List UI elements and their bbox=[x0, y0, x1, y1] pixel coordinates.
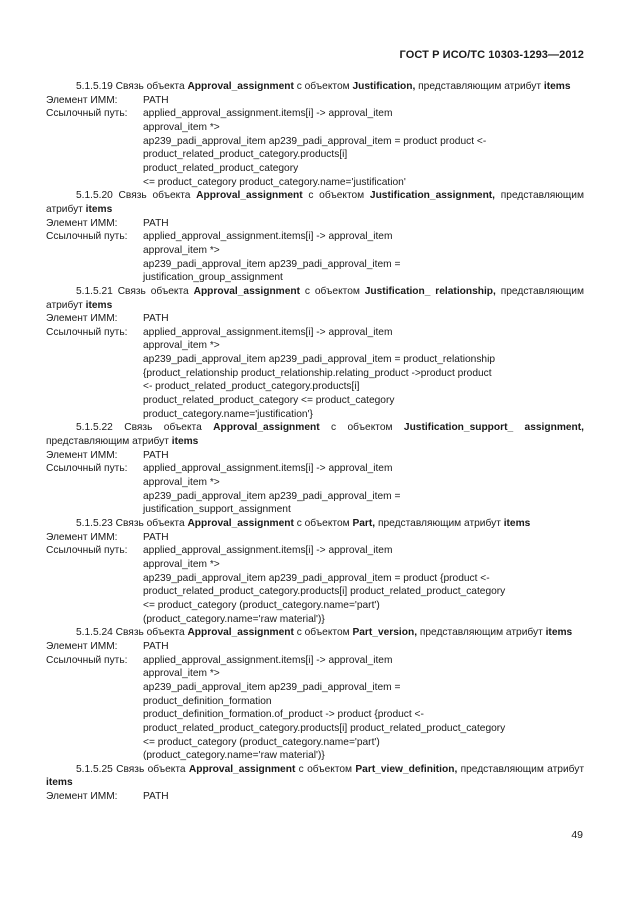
path-line: product_related_product_category <= product_category bbox=[143, 395, 395, 407]
imm-element-label: Элемент ИММ: bbox=[46, 449, 118, 461]
heading-text: с объектом bbox=[300, 285, 365, 297]
heading-text: представляющим атрибут bbox=[46, 285, 584, 311]
source-object-name: Approval_assignment bbox=[196, 190, 303, 202]
path-line: ap239_padi_approval_item ap239_padi_approval_item = bbox=[143, 258, 401, 270]
imm-element-label: Элемент ИММ: bbox=[46, 217, 118, 229]
reference-path-value bbox=[143, 654, 584, 763]
heading-text: 5.1.5.19 Связь объекта bbox=[76, 81, 188, 92]
imm-element-value: PATH bbox=[143, 640, 169, 652]
reference-path-value bbox=[143, 230, 584, 285]
path-line: approval_item *> bbox=[143, 477, 220, 489]
path-line: (product_category.name='raw material')} bbox=[143, 750, 325, 762]
heading-text: с объектом bbox=[302, 190, 370, 202]
path-line: justification_support_assignment bbox=[143, 504, 291, 516]
heading-text: 5.1.5.20 Связь объекта bbox=[76, 190, 197, 202]
path-line: <= product_category product_category.name='justification' bbox=[143, 176, 406, 188]
reference-path-value bbox=[143, 462, 584, 517]
path-line: ap239_padi_approval_item ap239_padi_approval_item = bbox=[143, 681, 401, 693]
source-object-name: Approval_assignment bbox=[193, 285, 301, 297]
imm-element-label: Элемент ИММ: bbox=[46, 791, 118, 803]
target-object-name: Justification_support_ assignment, bbox=[403, 422, 584, 434]
heading-text: с объектом bbox=[293, 627, 353, 639]
imm-element-value: PATH bbox=[143, 217, 169, 229]
path-line: approval_item *> bbox=[143, 244, 220, 256]
source-object-name: Approval_assignment bbox=[187, 518, 294, 529]
heading-text: 5.1.5.22 Связь объекта bbox=[76, 422, 214, 434]
reference-path-row bbox=[46, 544, 584, 626]
path-line: applied_approval_assignment.items[i] -> approval_item bbox=[143, 231, 393, 243]
path-line: approval_item *> bbox=[143, 558, 220, 570]
heading-text: 5.1.5.24 Связь объекта bbox=[76, 627, 188, 639]
mapping-section bbox=[46, 517, 584, 626]
reference-path-row bbox=[46, 462, 584, 517]
section-heading bbox=[46, 763, 584, 790]
imm-element-value: PATH bbox=[143, 531, 169, 543]
path-line: ap239_padi_approval_item ap239_padi_approval_item = product {product <- bbox=[143, 572, 490, 584]
document-body bbox=[46, 80, 584, 804]
heading-text: 5.1.5.25 Связь объекта bbox=[76, 763, 189, 775]
attribute-name: items bbox=[545, 627, 573, 639]
section-heading bbox=[46, 189, 584, 216]
path-line: justification_group_assignment bbox=[143, 272, 283, 284]
imm-element-row bbox=[46, 449, 584, 463]
source-object-name: Approval_assignment bbox=[187, 81, 294, 92]
attribute-name: items bbox=[85, 203, 113, 215]
path-line: applied_approval_assignment.items[i] -> approval_item bbox=[143, 326, 393, 338]
standard-header: ГОСТ Р ИСО/ТС 10303-1293—2012 bbox=[399, 49, 584, 61]
path-line: approval_item *> bbox=[143, 121, 220, 133]
mapping-section bbox=[46, 421, 584, 517]
reference-path-label: Ссылочный путь: bbox=[46, 326, 128, 338]
heading-text: 5.1.5.21 Связь объекта bbox=[76, 285, 194, 297]
path-line: product_category.name='justification'} bbox=[143, 408, 313, 420]
path-line: ap239_padi_approval_item ap239_padi_approval_item = product_relationship bbox=[143, 354, 496, 366]
path-line: product_related_product_category.products[i] bbox=[143, 149, 348, 161]
reference-path-value bbox=[143, 326, 584, 422]
imm-element-row bbox=[46, 217, 584, 231]
imm-element-row bbox=[46, 531, 584, 545]
reference-path-label: Ссылочный путь: bbox=[46, 463, 128, 475]
heading-text: представляющим атрибут bbox=[375, 518, 504, 529]
attribute-name: items bbox=[85, 299, 113, 311]
path-line: approval_item *> bbox=[143, 340, 220, 352]
target-object-name: Part, bbox=[352, 518, 376, 529]
section-heading bbox=[46, 421, 584, 448]
reference-path-value bbox=[143, 544, 584, 626]
imm-element-value: PATH bbox=[143, 791, 169, 803]
path-line: approval_item *> bbox=[143, 668, 220, 680]
imm-element-row bbox=[46, 312, 584, 326]
path-line: product_related_product_category bbox=[143, 162, 299, 174]
imm-element-row bbox=[46, 640, 584, 654]
path-line: <= product_category (product_category.name='part') bbox=[143, 599, 380, 611]
section-heading bbox=[46, 517, 584, 531]
imm-element-label: Элемент ИММ: bbox=[46, 313, 118, 325]
reference-path-label: Ссылочный путь: bbox=[46, 654, 128, 666]
attribute-name: items bbox=[46, 777, 73, 789]
heading-text: представляющим атрибут bbox=[417, 627, 546, 639]
target-object-name: Justification_ relationship, bbox=[364, 285, 496, 297]
attribute-name: items bbox=[543, 81, 571, 92]
heading-text: представляющим атрибут bbox=[46, 190, 585, 215]
attribute-name: items bbox=[503, 518, 531, 529]
section-heading bbox=[46, 80, 584, 94]
mapping-section bbox=[46, 285, 584, 422]
path-line: product_related_product_category.products[i] product_related_product_category bbox=[143, 586, 506, 598]
heading-text: с объектом bbox=[293, 518, 353, 529]
reference-path-row bbox=[46, 230, 584, 285]
reference-path-label: Ссылочный путь: bbox=[46, 108, 128, 120]
source-object-name: Approval_assignment bbox=[187, 627, 294, 639]
page-number: 49 bbox=[571, 829, 583, 841]
reference-path-label: Ссылочный путь: bbox=[46, 545, 128, 557]
path-line: product_related_product_category.products[i] product_related_product_category bbox=[143, 722, 506, 734]
attribute-name: items bbox=[171, 436, 199, 448]
heading-text: с объектом bbox=[295, 763, 356, 775]
reference-path-value bbox=[143, 107, 584, 189]
path-line: applied_approval_assignment.items[i] -> approval_item bbox=[143, 654, 393, 666]
path-line: product_definition_formation.of_product -> product {product <- bbox=[143, 709, 424, 721]
imm-element-row bbox=[46, 790, 584, 804]
section-heading bbox=[46, 285, 584, 312]
path-line: {product_relationship product_relationship.relating_product ->product product bbox=[143, 367, 492, 379]
imm-element-value: PATH bbox=[143, 449, 169, 461]
heading-text: с объектом bbox=[319, 422, 404, 434]
path-line: (product_category.name='raw material')} bbox=[143, 613, 325, 625]
imm-element-row bbox=[46, 94, 584, 108]
path-line: ap239_padi_approval_item ap239_padi_approval_item = product product <- bbox=[143, 135, 487, 147]
reference-path-row bbox=[46, 107, 584, 189]
target-object-name: Part_version, bbox=[352, 627, 418, 639]
heading-text: с объектом bbox=[293, 81, 353, 92]
mapping-section bbox=[46, 189, 584, 285]
imm-element-value: PATH bbox=[143, 313, 169, 325]
imm-element-label: Элемент ИММ: bbox=[46, 640, 118, 652]
path-line: ap239_padi_approval_item ap239_padi_approval_item = bbox=[143, 490, 401, 502]
heading-text: представляющим атрибут bbox=[457, 763, 585, 775]
reference-path-label: Ссылочный путь: bbox=[46, 231, 128, 243]
target-object-name: Part_view_definition, bbox=[355, 763, 458, 775]
reference-path-row bbox=[46, 326, 584, 422]
imm-element-value: PATH bbox=[143, 94, 169, 106]
section-heading bbox=[46, 626, 584, 640]
path-line: applied_approval_assignment.items[i] -> approval_item bbox=[143, 463, 393, 475]
reference-path-row bbox=[46, 654, 584, 763]
imm-element-label: Элемент ИММ: bbox=[46, 531, 118, 543]
path-line: <- product_related_product_category.products[i] bbox=[143, 381, 360, 393]
mapping-section bbox=[46, 763, 584, 804]
path-line: <= product_category (product_category.name='part') bbox=[143, 736, 380, 748]
path-line: applied_approval_assignment.items[i] -> approval_item bbox=[143, 545, 393, 557]
mapping-section bbox=[46, 626, 584, 763]
mapping-section bbox=[46, 80, 584, 189]
target-object-name: Justification, bbox=[352, 81, 416, 92]
heading-text: представляющим атрибут bbox=[415, 81, 544, 92]
imm-element-label: Элемент ИММ: bbox=[46, 94, 118, 106]
heading-text: представляющим атрибут bbox=[46, 436, 172, 448]
path-line: product_definition_formation bbox=[143, 695, 272, 707]
target-object-name: Justification_assignment, bbox=[369, 190, 496, 202]
source-object-name: Approval_assignment bbox=[213, 422, 320, 434]
source-object-name: Approval_assignment bbox=[188, 763, 296, 775]
heading-text: 5.1.5.23 Связь объекта bbox=[76, 518, 188, 529]
path-line: applied_approval_assignment.items[i] -> approval_item bbox=[143, 108, 393, 120]
